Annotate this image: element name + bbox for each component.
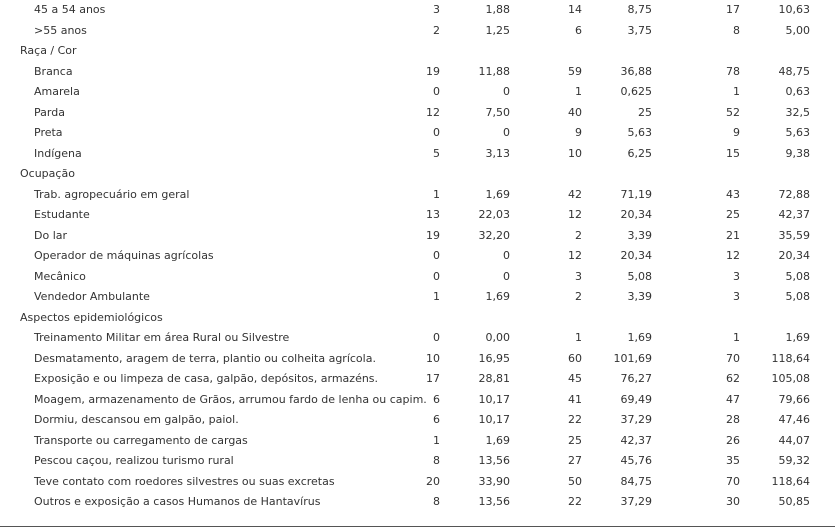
value-cell: 0: [503, 85, 510, 98]
value-cell: 12: [568, 208, 582, 221]
row-label: Parda: [34, 105, 65, 119]
value-cell: 1,69: [485, 187, 510, 201]
value-cell: 70: [726, 351, 740, 365]
table-row: [0, 0, 835, 21]
value-cell: 118,64: [771, 351, 810, 365]
value-cell: 60: [568, 351, 582, 365]
table-row: [0, 21, 835, 42]
value-cell: 22: [568, 495, 582, 508]
value-cell: 1,69: [785, 331, 810, 344]
value-cell: 35: [726, 454, 740, 467]
section-label: Aspectos epidemiológicos: [20, 310, 163, 324]
row-label: Dormiu, descansou em galpão, paiol.: [34, 413, 239, 426]
value-cell: 47,46: [778, 413, 810, 426]
value-cell: 72,88: [778, 187, 810, 201]
section-row: [0, 308, 835, 329]
value-cell: 9: [733, 126, 740, 139]
value-cell: 76,27: [620, 372, 652, 385]
table-row: [0, 123, 835, 144]
value-cell: 1: [433, 290, 440, 303]
value-cell: 0: [433, 126, 440, 139]
value-cell: 5,63: [627, 126, 652, 139]
row-label: Pescou caçou, realizou turismo rural: [34, 454, 234, 467]
value-cell: 7,50: [485, 105, 510, 119]
value-cell: 78: [726, 64, 740, 78]
value-cell: 28,81: [478, 372, 510, 385]
value-cell: 9,38: [785, 146, 810, 160]
value-cell: 26: [726, 433, 740, 447]
row-label: Estudante: [34, 208, 90, 221]
value-cell: 8,75: [627, 3, 652, 16]
value-cell: 33,90: [478, 474, 510, 488]
value-cell: 20: [426, 474, 440, 488]
value-cell: 2: [575, 290, 582, 303]
value-cell: 32,5: [785, 105, 810, 119]
value-cell: 17: [426, 372, 440, 385]
value-cell: 22: [568, 413, 582, 426]
table-row: [0, 205, 835, 226]
value-cell: 50,85: [778, 495, 810, 508]
value-cell: 22,03: [478, 208, 510, 221]
value-cell: 15: [726, 146, 740, 160]
value-cell: 1: [575, 331, 582, 344]
row-label: Do lar: [34, 228, 68, 242]
value-cell: 20,34: [778, 249, 810, 262]
table-row: [0, 431, 835, 452]
value-cell: 62: [726, 372, 740, 385]
value-cell: 2: [433, 23, 440, 37]
value-cell: 10,63: [778, 3, 810, 16]
value-cell: 12: [726, 249, 740, 262]
value-cell: 0: [503, 269, 510, 283]
section-row: [0, 41, 835, 62]
value-cell: 10: [426, 351, 440, 365]
value-cell: 12: [568, 249, 582, 262]
value-cell: 21: [726, 228, 740, 242]
value-cell: 101,69: [613, 351, 652, 365]
table-row: [0, 246, 835, 267]
table-row: [0, 451, 835, 472]
row-label: Indígena: [34, 146, 82, 160]
value-cell: 2: [575, 228, 582, 242]
table-row: [0, 103, 835, 124]
value-cell: 12: [426, 105, 440, 119]
table-row: [0, 144, 835, 165]
value-cell: 45: [568, 372, 582, 385]
value-cell: 3: [575, 269, 582, 283]
value-cell: 0: [433, 331, 440, 344]
value-cell: 3,39: [627, 290, 652, 303]
value-cell: 0: [433, 85, 440, 98]
table-row: [0, 390, 835, 411]
value-cell: 5,00: [785, 23, 810, 37]
value-cell: 47: [726, 392, 740, 406]
value-cell: 19: [426, 64, 440, 78]
value-cell: 71,19: [620, 187, 652, 201]
table-row: [0, 410, 835, 431]
value-cell: 8: [433, 495, 440, 508]
value-cell: 44,07: [778, 433, 810, 447]
table-row: [0, 369, 835, 390]
row-label: Treinamento Militar em área Rural ou Silvestre: [34, 331, 290, 344]
table-row: [0, 349, 835, 370]
table-row: [0, 472, 835, 493]
value-cell: 42,37: [620, 433, 652, 447]
value-cell: 0,625: [620, 85, 652, 98]
row-label: Moagem, armazenamento de Grãos, arrumou fardo de lenha ou capim.: [34, 392, 427, 406]
row-label: Outros e exposição a casos Humanos de Hantavírus: [34, 495, 321, 508]
value-cell: 45,76: [620, 454, 652, 467]
table-row: [0, 492, 835, 513]
value-cell: 48,75: [778, 64, 810, 78]
value-cell: 0: [503, 249, 510, 262]
value-cell: 13,56: [478, 454, 510, 467]
value-cell: 3: [433, 3, 440, 16]
row-label: Amarela: [34, 85, 80, 98]
value-cell: 59: [568, 64, 582, 78]
value-cell: 19: [426, 228, 440, 242]
value-cell: 3: [733, 269, 740, 283]
value-cell: 70: [726, 474, 740, 488]
table-row: [0, 82, 835, 103]
value-cell: 36,88: [620, 64, 652, 78]
value-cell: 1,69: [627, 331, 652, 344]
row-label: 45 a 54 anos: [34, 3, 106, 16]
value-cell: 1: [733, 331, 740, 344]
value-cell: 3: [733, 290, 740, 303]
value-cell: 41: [568, 392, 582, 406]
value-cell: 3,75: [627, 23, 652, 37]
value-cell: 5,08: [785, 269, 810, 283]
value-cell: 6: [433, 392, 440, 406]
table-row: [0, 185, 835, 206]
value-cell: 40: [568, 105, 582, 119]
table-row: [0, 287, 835, 308]
value-cell: 52: [726, 105, 740, 119]
value-cell: 0,00: [485, 331, 510, 344]
value-cell: 30: [726, 495, 740, 508]
value-cell: 0: [433, 249, 440, 262]
value-cell: 43: [726, 187, 740, 201]
value-cell: 17: [726, 3, 740, 16]
row-label: >55 anos: [34, 23, 87, 37]
value-cell: 10: [568, 146, 582, 160]
value-cell: 79,66: [778, 392, 810, 406]
value-cell: 1: [733, 85, 740, 98]
section-row: [0, 164, 835, 185]
value-cell: 25: [726, 208, 740, 221]
value-cell: 13: [426, 208, 440, 221]
value-cell: 32,20: [478, 228, 510, 242]
row-label: Teve contato com roedores silvestres ou suas excretas: [34, 474, 335, 488]
row-label: Vendedor Ambulante: [34, 290, 150, 303]
value-cell: 20,34: [620, 208, 652, 221]
value-cell: 20,34: [620, 249, 652, 262]
value-cell: 10,17: [478, 392, 510, 406]
value-cell: 25: [638, 105, 652, 119]
value-cell: 118,64: [771, 474, 810, 488]
section-label: Ocupação: [20, 167, 75, 180]
row-label: Trab. agropecuário em geral: [34, 187, 190, 201]
section-label: Raça / Cor: [20, 44, 77, 57]
value-cell: 50: [568, 474, 582, 488]
value-cell: 25: [568, 433, 582, 447]
value-cell: 1: [433, 433, 440, 447]
value-cell: 27: [568, 454, 582, 467]
row-label: Transporte ou carregamento de cargas: [34, 433, 248, 447]
value-cell: 1: [575, 85, 582, 98]
row-label: Mecânico: [34, 269, 86, 283]
value-cell: 1,25: [485, 23, 510, 37]
value-cell: 5,08: [785, 290, 810, 303]
table-row: [0, 328, 835, 349]
value-cell: 0: [503, 126, 510, 139]
value-cell: 3,39: [627, 228, 652, 242]
row-label: Exposição e ou limpeza de casa, galpão, depósitos, armazéns.: [34, 372, 379, 385]
row-label: Preta: [34, 126, 63, 139]
value-cell: 5: [433, 146, 440, 160]
value-cell: 1,88: [485, 3, 510, 16]
row-label: Operador de máquinas agrícolas: [34, 249, 214, 262]
value-cell: 59,32: [778, 454, 810, 467]
value-cell: 1: [433, 187, 440, 201]
value-cell: 42,37: [778, 208, 810, 221]
value-cell: 13,56: [478, 495, 510, 508]
value-cell: 84,75: [620, 474, 652, 488]
value-cell: 1,69: [485, 433, 510, 447]
row-label: Desmatamento, aragem de terra, plantio ou colheita agrícola.: [34, 351, 376, 365]
value-cell: 8: [433, 454, 440, 467]
value-cell: 0,63: [785, 85, 810, 98]
value-cell: 6: [433, 413, 440, 426]
value-cell: 42: [568, 187, 582, 201]
value-cell: 1,69: [485, 290, 510, 303]
table-row: [0, 62, 835, 83]
value-cell: 10,17: [478, 413, 510, 426]
value-cell: 9: [575, 126, 582, 139]
value-cell: 5,08: [627, 269, 652, 283]
value-cell: 14: [568, 3, 582, 16]
table-row: [0, 226, 835, 247]
value-cell: 37,29: [620, 413, 652, 426]
value-cell: 37,29: [620, 495, 652, 508]
value-cell: 6,25: [627, 146, 652, 160]
row-label: Branca: [34, 64, 73, 78]
table-row: [0, 267, 835, 288]
value-cell: 16,95: [478, 351, 510, 365]
value-cell: 3,13: [485, 146, 510, 160]
value-cell: 5,63: [785, 126, 810, 139]
value-cell: 8: [733, 23, 740, 37]
value-cell: 11,88: [478, 64, 510, 78]
value-cell: 28: [726, 413, 740, 426]
value-cell: 6: [575, 23, 582, 37]
value-cell: 0: [433, 269, 440, 283]
value-cell: 105,08: [771, 372, 810, 385]
value-cell: 35,59: [778, 228, 810, 242]
value-cell: 69,49: [620, 392, 652, 406]
